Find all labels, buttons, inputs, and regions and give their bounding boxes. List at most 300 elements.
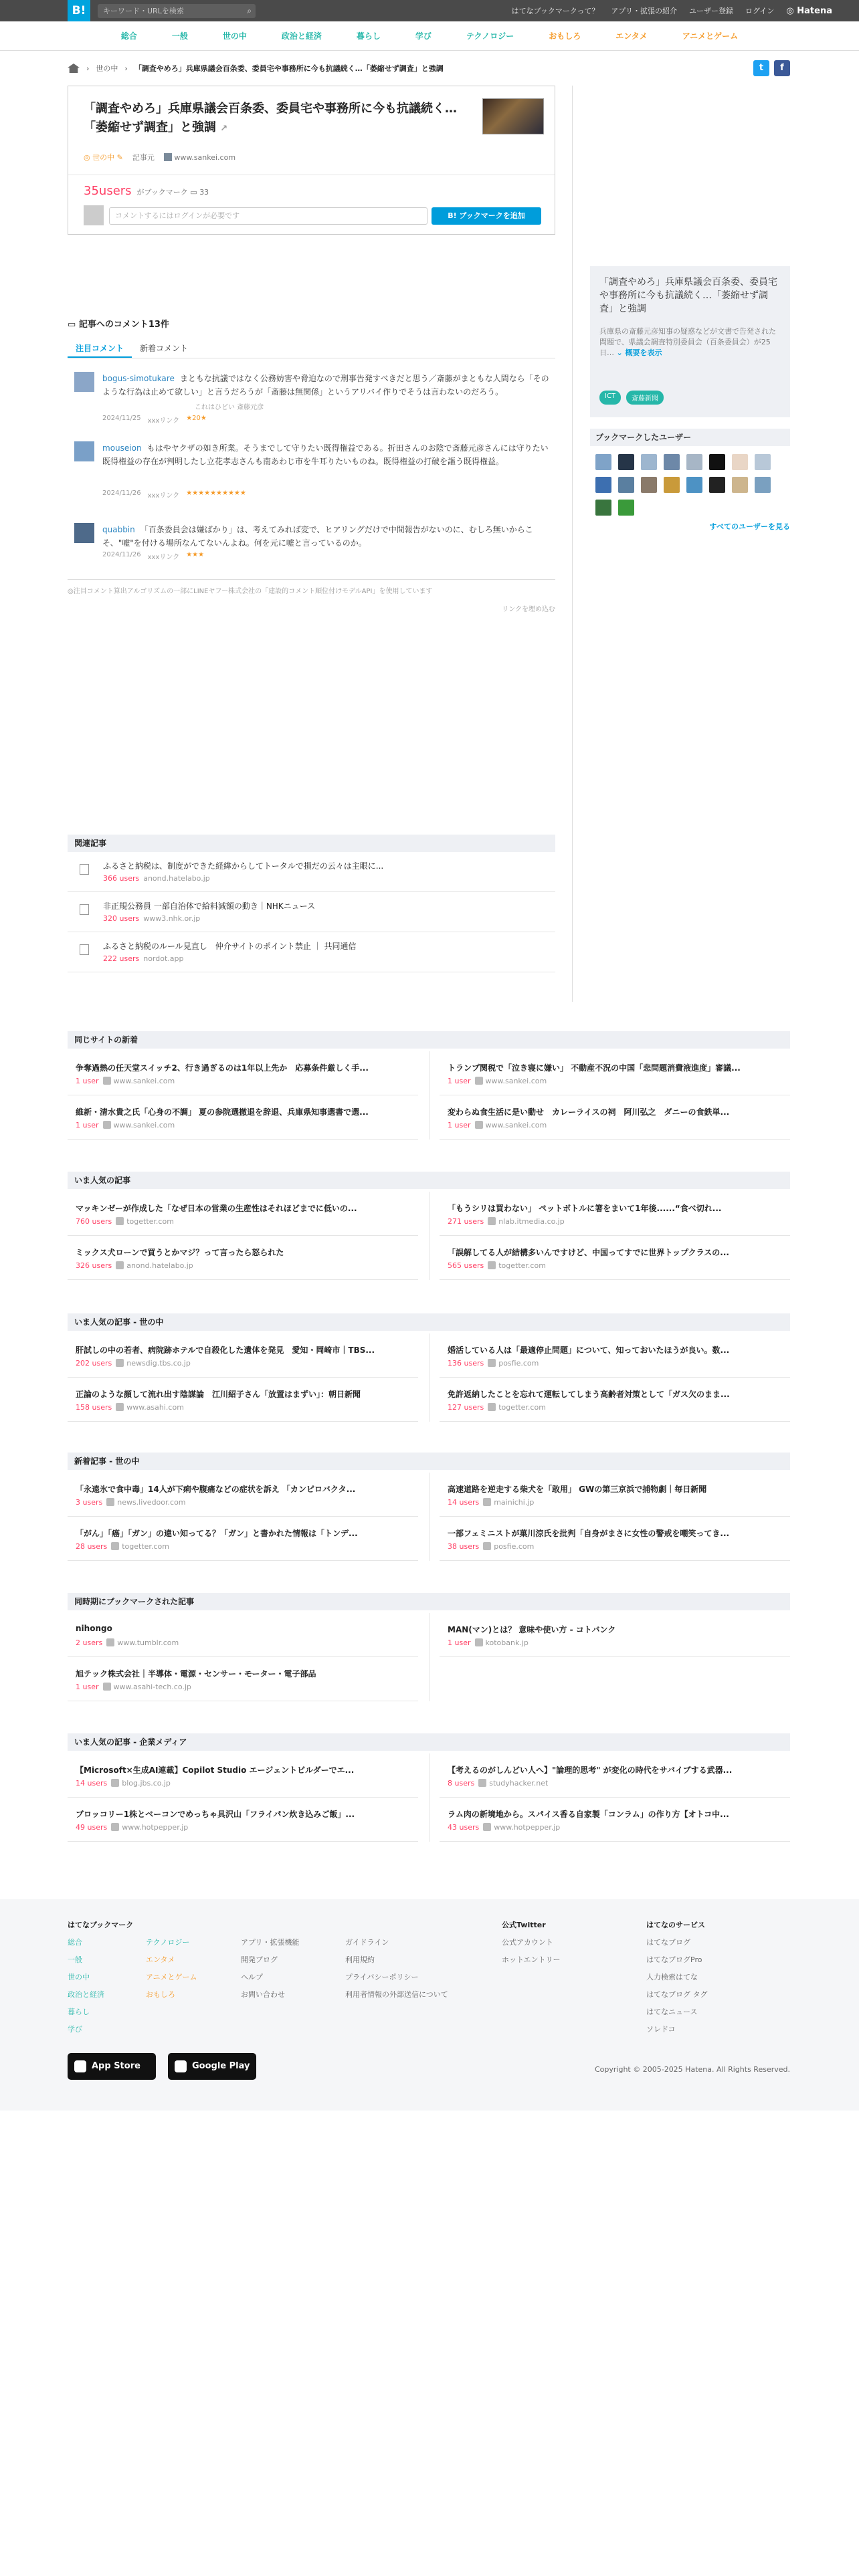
- comments-header: [68, 317, 555, 330]
- article-item[interactable]: [440, 1473, 790, 1517]
- footer-link[interactable]: テクノロジー: [146, 1938, 190, 1947]
- article-site: togetter.com: [498, 1403, 546, 1412]
- favicon-icon: [488, 1217, 496, 1225]
- favicon-icon: [116, 1217, 124, 1225]
- favicon-icon: [116, 1403, 124, 1411]
- article-meta: [76, 1359, 191, 1368]
- article-title[interactable]: 変わらぬ食生活に是い動せ カレーライスの祠 阿川弘之 ダニーの食鉄単...: [448, 1107, 730, 1117]
- article-users[interactable]: 38 users: [448, 1542, 480, 1551]
- favicon-icon: [475, 1638, 483, 1646]
- article-title[interactable]: 【考えるのがしんどい人へ】"論理的思考" が変化の時代をサバイブする武器...: [448, 1765, 733, 1775]
- article-meta: [76, 1261, 193, 1270]
- article-title[interactable]: マッキンゼーが作成した「なぜ日本の営業の生産性はそれほどまでに低いの...: [76, 1204, 357, 1213]
- article-item[interactable]: [68, 1333, 418, 1378]
- favicon-icon: [116, 1261, 124, 1269]
- nav-item-7[interactable]: おもしろ: [549, 31, 581, 41]
- article-title[interactable]: nihongo: [76, 1624, 112, 1633]
- article-item[interactable]: [68, 1051, 418, 1095]
- article-users[interactable]: 1 user: [448, 1121, 471, 1130]
- article-title[interactable]: 「がん」「癌」「ガン」の違い知ってる？「ガン」と書かれた情報は「トンデ...: [76, 1529, 358, 1538]
- article-users[interactable]: 1 user: [448, 1077, 471, 1085]
- entry-category-label: 世の中: [92, 153, 115, 162]
- footer-link[interactable]: はてなブログ タグ: [646, 1990, 708, 1999]
- favicon-icon: [488, 1261, 496, 1269]
- article-meta: [448, 1779, 548, 1788]
- article-users[interactable]: 565 users: [448, 1261, 484, 1270]
- footer-link[interactable]: 人力検索はてな: [646, 1973, 698, 1981]
- footer-link[interactable]: ヘルプ: [241, 1973, 263, 1981]
- article-title[interactable]: 「もうシリは買わない」 ペットボトルに箸をまいて1年後......“食べ切れ...: [448, 1204, 722, 1213]
- entry-title[interactable]: [84, 100, 472, 138]
- footer-link[interactable]: 学び: [68, 2025, 82, 2034]
- article-users[interactable]: 49 users: [76, 1823, 108, 1832]
- article-item[interactable]: [440, 1236, 790, 1280]
- nav-item-4[interactable]: 暮らし: [356, 31, 381, 41]
- user-avatar[interactable]: [755, 477, 771, 493]
- favicon-icon: [475, 1077, 483, 1085]
- search-input[interactable]: [98, 4, 256, 18]
- section-title: いま人気の記事 - 企業メディア: [68, 1733, 790, 1751]
- article-meta: [76, 1683, 191, 1691]
- article-users[interactable]: 8 users: [448, 1779, 475, 1788]
- related-item[interactable]: [68, 893, 555, 932]
- users-count[interactable]: 35users: [84, 184, 132, 198]
- article-meta: [76, 1638, 179, 1647]
- embed-link[interactable]: リンクを埋め込む: [502, 606, 555, 613]
- article-site: www.tumblr.com: [117, 1638, 179, 1647]
- article-site: anond.hatelabo.jp: [126, 1261, 193, 1270]
- footer-link[interactable]: エンタメ: [146, 1955, 175, 1964]
- comments-title-text: 記事へのコメント13件: [78, 320, 169, 330]
- article-title[interactable]: 婚活している人は「最適停止問題」について、知っておいたほうが良い。数...: [448, 1346, 730, 1355]
- article-users[interactable]: 326 users: [76, 1261, 112, 1270]
- article-meta: [448, 1542, 534, 1551]
- footer-link[interactable]: 総合: [68, 1938, 82, 1947]
- article-users[interactable]: 202 users: [76, 1359, 112, 1368]
- bookmark-users: [590, 429, 790, 531]
- section-title: 同時期にブックマークされた記事: [68, 1593, 790, 1610]
- favicon-icon: [488, 1403, 496, 1411]
- user-avatar[interactable]: [709, 477, 725, 493]
- comment-text: まともな抗議ではなく公務妨害や脅迫なので刑事告発すべきだと思う／斎藤がまともな人間なら「そのような行為は止めて欲しい」と言うだろうが「斎藤は無関係」というアリバイ作りでそうは言わないのだろう。: [102, 374, 549, 397]
- top-links: [512, 0, 832, 21]
- article-item[interactable]: [68, 1192, 418, 1236]
- footer-links: [241, 1934, 300, 2004]
- article-item[interactable]: [68, 1095, 418, 1140]
- app-store-badge[interactable]: [68, 2053, 156, 2080]
- hatena-logo[interactable]: ◎ Hatena: [786, 5, 832, 16]
- footer-link[interactable]: 公式アカウント: [502, 1938, 553, 1947]
- section-title: 新着記事 - 世の中: [68, 1453, 790, 1470]
- breadcrumb-section[interactable]: 世の中: [96, 64, 118, 73]
- favicon-icon: [103, 1121, 111, 1129]
- comment-tags: これはひどい 斎藤元彦: [195, 404, 264, 411]
- article-title[interactable]: 免許返納したことを忘れて運転してしまう高齢者対策として「ガス欠のまま...: [448, 1390, 730, 1399]
- show-summary-link[interactable]: ⌄ 概要を表示: [616, 348, 662, 357]
- user-avatar[interactable]: [618, 454, 634, 470]
- comment-note: ◎注目コメント算出アルゴリズムの一部にLINEヤフー株式会社の「建設的コメント順位付けモデルAPI」を使用しています: [68, 579, 555, 595]
- star-rating[interactable]: ★★★: [186, 551, 205, 558]
- article-users[interactable]: 1 user: [76, 1121, 99, 1130]
- article-item[interactable]: [440, 1333, 790, 1378]
- article-site: news.livedoor.com: [117, 1498, 186, 1507]
- sidebar-divider: [572, 86, 573, 1002]
- footer-link[interactable]: 開発ブログ: [241, 1955, 278, 1964]
- nav-item-1[interactable]: 一般: [171, 31, 188, 41]
- article-item[interactable]: [68, 1657, 418, 1701]
- footer-link[interactable]: ホットエントリー: [502, 1955, 561, 1964]
- related-users[interactable]: 320 users: [103, 914, 140, 923]
- article-title[interactable]: ミックス犬ローンで買うとかマジ？って言ったら怒られた: [76, 1248, 284, 1257]
- breadcrumb: [68, 59, 790, 78]
- top-bar: [0, 0, 859, 21]
- footer-link[interactable]: 暮らし: [68, 2008, 90, 2016]
- record-label: 記事元: [132, 153, 155, 162]
- entry-source[interactable]: [164, 153, 235, 162]
- footer-twitter-title: 公式Twitter: [502, 1921, 546, 1929]
- user-avatar[interactable]: [686, 454, 702, 470]
- footer-services: [646, 1917, 708, 2038]
- tab-new[interactable]: 新着コメント: [140, 344, 189, 353]
- tag[interactable]: ICT: [599, 391, 621, 405]
- show-summary-label: 概要を表示: [625, 348, 662, 357]
- footer-link[interactable]: はてなブログ: [646, 1938, 690, 1947]
- nav-item-9[interactable]: アニメとゲーム: [682, 31, 739, 41]
- favicon-icon: [475, 1121, 483, 1129]
- related-users[interactable]: 366 users: [103, 874, 140, 883]
- comment-footer: [102, 415, 207, 425]
- article-site: posfie.com: [494, 1542, 535, 1551]
- footer-link[interactable]: おもしろ: [146, 1990, 175, 1999]
- article-meta: [448, 1498, 534, 1507]
- article-site: www.asahi.com: [126, 1403, 184, 1412]
- favicon-icon: [483, 1823, 491, 1831]
- article-item[interactable]: [440, 1753, 790, 1798]
- article-users[interactable]: 127 users: [448, 1403, 484, 1412]
- side-entry-title[interactable]: 「調査やめろ」兵庫県議会百条委、委員宅や事務所に今も抗議続く…「萎縮せず調査」と強調: [599, 277, 777, 314]
- tab-popular[interactable]: 注目コメント: [68, 340, 132, 358]
- avatar[interactable]: [74, 372, 94, 392]
- article-title[interactable]: 「誤解してる人が結構多いんですけど、中国ってすでに世界トップクラスの...: [448, 1248, 729, 1257]
- hatena-bookmark-logo[interactable]: B!: [68, 0, 90, 21]
- footer-link[interactable]: 一般: [68, 1955, 82, 1964]
- footer-link[interactable]: 政治と経済: [68, 1990, 104, 1999]
- footer-link[interactable]: はてなブログPro: [646, 1955, 702, 1964]
- user-avatar[interactable]: [664, 477, 680, 493]
- article-site: www.hotpepper.jp: [122, 1823, 189, 1832]
- entry-thumbnail[interactable]: [482, 98, 544, 134]
- user-avatar[interactable]: [664, 454, 680, 470]
- footer-link[interactable]: アニメとゲーム: [146, 1973, 197, 1981]
- article-users[interactable]: 14 users: [76, 1779, 108, 1788]
- article-users[interactable]: 1 user: [76, 1683, 99, 1691]
- user-avatar[interactable]: [595, 500, 611, 516]
- article-title[interactable]: 一部フェミニストが菓川涼氏を批判「自身がまさに女性の警戒を嘲笑ってき...: [448, 1529, 730, 1538]
- favicon-icon: [478, 1779, 486, 1787]
- article-item[interactable]: [440, 1517, 790, 1561]
- comments-title: [68, 317, 555, 330]
- footer-link[interactable]: アプリ・拡張機能: [241, 1938, 300, 1947]
- comment-input[interactable]: コメントするにはログインが必要です: [109, 207, 427, 225]
- favicon-icon: [103, 1683, 111, 1691]
- footer-link[interactable]: はてなニュース: [646, 2008, 698, 2016]
- user-avatar[interactable]: [732, 477, 748, 493]
- footer-link[interactable]: お問い合わせ: [241, 1990, 285, 1999]
- entry-category[interactable]: ◎ 世の中 ✎: [84, 153, 123, 162]
- article-title[interactable]: ブロッコリー1株とベーコンでめっちゃ具沢山「フライパン炊き込みご飯」...: [76, 1810, 355, 1819]
- tag[interactable]: 斎藤新聞: [626, 391, 664, 405]
- related-site: nordot.app: [143, 954, 184, 963]
- favicon-icon: [103, 1077, 111, 1085]
- article-meta: [76, 1077, 175, 1085]
- article-meta: [76, 1217, 174, 1226]
- article-site: www.sankei.com: [485, 1077, 547, 1085]
- article-site: togetter.com: [498, 1261, 546, 1270]
- article-meta: [448, 1261, 546, 1270]
- favicon-icon: [483, 1542, 491, 1550]
- footer: [0, 1899, 859, 2111]
- comment-user[interactable]: bogus-simotukare: [102, 374, 175, 383]
- article-item[interactable]: [68, 1473, 418, 1517]
- external-link-icon[interactable]: ↗: [220, 124, 228, 134]
- article-item[interactable]: [440, 1051, 790, 1095]
- footer-link[interactable]: 世の中: [68, 1973, 90, 1981]
- article-users[interactable]: 43 users: [448, 1823, 480, 1832]
- related-title: 関連記事: [68, 835, 555, 852]
- favicon-icon: [106, 1638, 114, 1646]
- comment-body: [102, 372, 553, 399]
- article-users[interactable]: 14 users: [448, 1498, 480, 1507]
- comment-item: [68, 441, 555, 502]
- google-play-icon: [175, 2060, 187, 2072]
- article-title[interactable]: 旭テック株式会社｜半導体・電源・センサー・モーター・電子部品: [76, 1669, 316, 1679]
- comment-date[interactable]: 2024/11/25: [102, 415, 141, 422]
- comment-bar: [84, 205, 541, 225]
- related-title[interactable]: ふるさと納税は、制度ができた経緯からしてトータルで損だの云々は主眼に...: [103, 861, 384, 871]
- article-site: www.sankei.com: [485, 1121, 547, 1130]
- all-users-link[interactable]: すべてのユーザーを見る: [709, 522, 790, 531]
- favicon-icon: [111, 1779, 119, 1787]
- footer-bookmark-title: はてなブックマーク: [68, 1921, 134, 1929]
- article-item[interactable]: [68, 1613, 418, 1657]
- comment-date[interactable]: 2024/11/26: [102, 490, 141, 497]
- article-item[interactable]: [68, 1798, 418, 1842]
- comment-link[interactable]: xxxリンク: [147, 417, 180, 425]
- search-icon[interactable]: ⌕: [247, 6, 252, 15]
- favicon-icon: [488, 1359, 496, 1367]
- user-avatar[interactable]: [755, 454, 771, 470]
- side-summary-text: 兵庫県の斎藤元彦知事の疑惑などが文書で告発された問題で、県議会調査特別委員会（百条委員会）が25日…: [599, 327, 776, 357]
- article-users[interactable]: 158 users: [76, 1403, 112, 1412]
- comment-item: [68, 523, 555, 583]
- copyright: Copyright © 2005-2025 Hatena. All Rights Reserved.: [594, 2065, 790, 2074]
- article-site: mainichi.jp: [494, 1498, 535, 1507]
- comment-footer: [102, 490, 246, 500]
- favicon-icon: [483, 1498, 491, 1506]
- link-login[interactable]: ログイン: [745, 7, 775, 15]
- comment-body: [102, 441, 553, 468]
- comment-link[interactable]: xxxリンク: [147, 492, 180, 500]
- article-title[interactable]: 高速道路を逆走する柴犬を「敢用」 GWの第三京浜で捕物劇｜毎日新聞: [448, 1485, 707, 1494]
- link-register[interactable]: ユーザー登録: [688, 7, 733, 15]
- category-nav: [0, 21, 859, 51]
- user-avatar[interactable]: [732, 454, 748, 470]
- google-play-badge[interactable]: [168, 2053, 256, 2080]
- avatar[interactable]: [74, 523, 94, 543]
- article-site: www.sankei.com: [113, 1121, 175, 1130]
- favicon-icon: [164, 153, 172, 161]
- related-item[interactable]: [68, 934, 555, 972]
- related-title[interactable]: 非正規公務員 一部自治体で給料減額の動き｜NHKニュース: [103, 901, 316, 911]
- article-title[interactable]: 「永遠氷で食中毒」14人が下痢や腹痛などの症状を訴え 「カンピロバクタ...: [76, 1485, 356, 1494]
- article-title[interactable]: トランプ関税で「泣き寝に嫌い」 不動産不況の中国「悲問題消費液進度」審議...: [448, 1063, 741, 1073]
- footer-categories: [68, 1917, 133, 2038]
- article-title[interactable]: 【Microsoft×生成AI連載】Copilot Studio エージェントビルダーでエ...: [76, 1765, 355, 1775]
- breadcrumb-separator: ›: [86, 64, 90, 73]
- nav-item-2[interactable]: 世の中: [222, 31, 247, 41]
- article-meta: [448, 1403, 546, 1412]
- star-rating[interactable]: ★★★★★★★★★★: [186, 490, 246, 497]
- footer-categories-2: [146, 1934, 197, 2004]
- comment-text: もはやヤクザの如き所業。そうまでして守りたい既得権益である。折田さんのお陰で斎藤元彦さんには守りたい既得権益の存在が判明したし立花孝志さんも南あわじ市を牛耳りたいものね。既得権益の打破を謳う既得権益。: [102, 443, 549, 466]
- related-title[interactable]: ふるさと納税のルール見直し 仲介サイトのポイント禁止 ｜ 共同通信: [103, 942, 357, 951]
- article-users[interactable]: 2 users: [76, 1638, 103, 1647]
- nav-item-8[interactable]: エンタメ: [615, 31, 648, 41]
- comment-date[interactable]: 2024/11/26: [102, 551, 141, 558]
- article-users[interactable]: 1 user: [76, 1077, 99, 1085]
- section-title: いま人気の記事: [68, 1172, 790, 1189]
- article-title[interactable]: MAN(マン)とは？ 意味や使い方 - コトバンク: [448, 1625, 616, 1634]
- article-item[interactable]: [68, 1236, 418, 1280]
- article-users[interactable]: 28 users: [76, 1542, 108, 1551]
- article-users[interactable]: 760 users: [76, 1217, 112, 1226]
- bookmark-label: がブックマーク: [136, 188, 188, 197]
- side-entry-summary: [599, 326, 781, 358]
- user-avatar[interactable]: [595, 477, 611, 493]
- article-item[interactable]: [440, 1192, 790, 1236]
- footer-link[interactable]: プライバシーポリシー: [345, 1973, 419, 1981]
- related-meta: [103, 954, 183, 963]
- article-site: www.asahi-tech.co.jp: [113, 1683, 191, 1691]
- article-users[interactable]: 271 users: [448, 1217, 484, 1226]
- article-title[interactable]: ラム肉の新境地から。スパイス香る自家製「コンラム」の作り方【オトコ中...: [448, 1810, 729, 1819]
- apple-icon: [74, 2060, 86, 2072]
- link-about[interactable]: はてなブックマークって？: [511, 7, 599, 15]
- article-meta: [448, 1217, 565, 1226]
- article-site: blog.jbs.co.jp: [122, 1779, 171, 1788]
- article-item[interactable]: [440, 1613, 790, 1657]
- nav-item-6[interactable]: テクノロジー: [466, 31, 514, 41]
- user-avatar-grid: [590, 446, 790, 516]
- article-site: posfie.com: [498, 1359, 539, 1368]
- related-users[interactable]: 222 users: [103, 954, 140, 963]
- user-avatar[interactable]: [641, 477, 657, 493]
- user-avatar[interactable]: [618, 477, 634, 493]
- article-meta: [448, 1359, 539, 1368]
- nav-item-0[interactable]: 総合: [120, 31, 137, 41]
- avatar: [84, 205, 104, 225]
- article-meta: [76, 1823, 188, 1832]
- article-meta: [448, 1638, 529, 1647]
- user-avatar[interactable]: [686, 477, 702, 493]
- comment-user[interactable]: quabbin: [102, 525, 135, 534]
- comment-item: [68, 372, 555, 432]
- facebook-share-icon[interactable]: f: [774, 60, 790, 76]
- article-item[interactable]: [440, 1095, 790, 1140]
- footer-link[interactable]: 利用者情報の外部送信について: [345, 1990, 448, 1999]
- entry-title-text: 「調査やめろ」兵庫県議会百条委、委員宅や事務所に今も抗議続く…「萎縮せず調査」と強調: [84, 102, 457, 134]
- document-icon: [80, 864, 89, 875]
- user-avatar[interactable]: [641, 454, 657, 470]
- article-item[interactable]: [68, 1378, 418, 1422]
- star-rating[interactable]: ★20★: [186, 415, 207, 422]
- section-title: いま人気の記事 - 世の中: [68, 1313, 790, 1331]
- app-store-label: App Store: [92, 2061, 140, 2071]
- article-site: nlab.itmedia.co.jp: [498, 1217, 565, 1226]
- article-item[interactable]: [68, 1517, 418, 1561]
- article-users[interactable]: 136 users: [448, 1359, 484, 1368]
- related-meta: [103, 914, 200, 923]
- comment-body: [102, 523, 553, 550]
- article-title[interactable]: 正論のような顔して流れ出す陰謀論 江川紹子さん「放置はまずい」：朝日新聞: [76, 1390, 361, 1399]
- user-avatar[interactable]: [709, 454, 725, 470]
- add-bookmark-button[interactable]: B! ブックマークを追加: [432, 207, 541, 225]
- article-title[interactable]: 争奪過熱の任天堂スイッチ2、行き過ぎるのは1年以上先か 応募条件厳しく手...: [76, 1063, 369, 1073]
- document-icon: [80, 904, 89, 915]
- users-line: [84, 184, 209, 198]
- article-meta: [448, 1121, 547, 1130]
- article-item[interactable]: [68, 1753, 418, 1798]
- nav-item-5[interactable]: 学び: [415, 31, 432, 41]
- nav-item-3[interactable]: 政治と経済: [281, 31, 322, 41]
- link-apps[interactable]: アプリ・拡張の紹介: [611, 7, 677, 15]
- related-item[interactable]: [68, 853, 555, 892]
- related-site: anond.hatelabo.jp: [143, 874, 210, 883]
- article-site: kotobank.jp: [485, 1638, 529, 1647]
- twitter-share-icon[interactable]: t: [753, 60, 769, 76]
- user-avatar[interactable]: [618, 500, 634, 516]
- avatar[interactable]: [74, 441, 94, 461]
- article-site: www.sankei.com: [113, 1077, 175, 1085]
- entry-meta: [84, 152, 485, 163]
- article-meta: [76, 1121, 175, 1130]
- footer-link[interactable]: 利用規約: [345, 1955, 375, 1964]
- comment-icon: ▭: [190, 188, 197, 197]
- entry-card: [68, 86, 555, 235]
- article-title[interactable]: 肝試しの中の若者、病院跡ホテルで自殺化した遺体を発見 愛知・岡崎市｜TBS...: [76, 1346, 375, 1355]
- user-avatar[interactable]: [595, 454, 611, 470]
- favicon-icon: [111, 1823, 119, 1831]
- comment-user[interactable]: mouseion: [102, 443, 142, 453]
- footer-twitter: [502, 1917, 561, 1969]
- tag-list: [599, 391, 664, 405]
- comment-link[interactable]: xxxリンク: [147, 554, 180, 561]
- footer-link[interactable]: ソレドコ: [646, 2025, 676, 2034]
- speech-icon: ▭: [68, 320, 76, 330]
- related-meta: [103, 874, 210, 883]
- home-icon[interactable]: [68, 64, 80, 73]
- footer-link[interactable]: ガイドライン: [345, 1938, 389, 1947]
- footer-services-title: はてなのサービス: [646, 1921, 705, 1929]
- article-meta: [448, 1077, 547, 1085]
- entry-source-text: www.sankei.com: [174, 152, 236, 162]
- article-users[interactable]: 1 user: [448, 1638, 471, 1647]
- article-title[interactable]: 維新・清水貴之氏「心身の不調」 夏の参院選撤退を辞退、兵庫県知事選書で選...: [76, 1107, 369, 1117]
- article-item[interactable]: [440, 1798, 790, 1842]
- article-item[interactable]: [440, 1378, 790, 1422]
- article-site: studyhacker.net: [489, 1779, 549, 1788]
- article-users[interactable]: 3 users: [76, 1498, 103, 1507]
